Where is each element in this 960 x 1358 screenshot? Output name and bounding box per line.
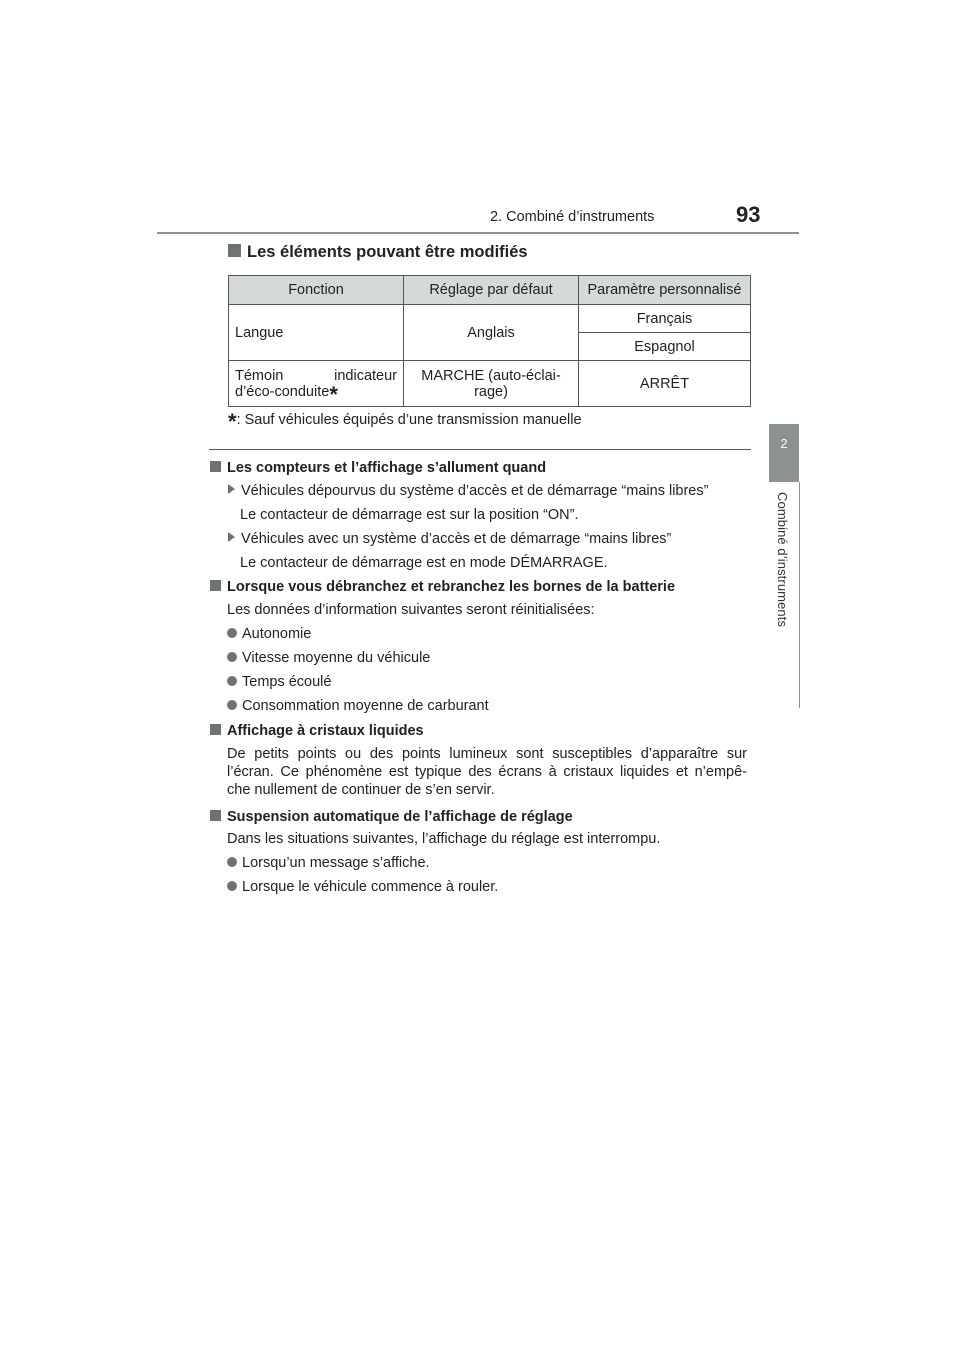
circle-bullet-icon: [227, 881, 237, 891]
subsection-heading: Les compteurs et l’affichage s’allument quand: [210, 459, 752, 477]
list-item: Lorsque le véhicule commence à rouler.: [227, 878, 769, 896]
list-item: Véhicules dépourvus du système d’accès et de démarrage “mains libres”: [228, 482, 770, 500]
list-item: Lorsqu’un message s’affiche.: [227, 854, 769, 872]
paragraph: Le contacteur de démarrage est en mode DÉMARRAGE.: [240, 555, 608, 571]
table-cell: Espagnol: [579, 333, 751, 361]
running-header-section: 2. Combiné d’instruments: [490, 209, 655, 225]
table-header-cell: Paramètre personnalisé: [579, 276, 751, 305]
table-cell: [229, 361, 404, 407]
subsection-heading: Lorsque vous débranchez et rebranchez les bornes de la batterie: [210, 578, 752, 596]
chapter-tab-line: [799, 482, 800, 708]
table-cell: Langue: [229, 305, 404, 361]
circle-bullet-icon: [227, 652, 237, 662]
square-bullet-icon: [228, 244, 241, 257]
settings-table: [228, 275, 751, 407]
header-rule: [157, 232, 799, 234]
table-cell: Français: [579, 305, 751, 333]
paragraph: De petits points ou des points lumineux sont susceptibles d’apparaître sur l’écran. Ce phénomène est typique des écrans à cristaux liquides et n’empê- che nullement de continuer de s’en servir.: [227, 746, 747, 798]
table-cell: [404, 361, 579, 407]
footnote-star: *: [228, 409, 237, 434]
chapter-tab-number: 2: [780, 436, 788, 451]
square-bullet-icon: [210, 810, 221, 821]
table-cell-line: Témoin indicateur: [235, 367, 397, 384]
paragraph: Dans les situations suivantes, l’affichage du réglage est interrompu.: [227, 831, 661, 847]
list-item: Autonomie: [227, 625, 769, 643]
table-row: [229, 361, 751, 407]
square-bullet-icon: [210, 461, 221, 472]
list-item: Véhicules avec un système d’accès et de démarrage “mains libres”: [228, 530, 770, 548]
circle-bullet-icon: [227, 628, 237, 638]
table-cell-line: rage): [474, 383, 508, 400]
paragraph: Le contacteur de démarrage est sur la position “ON”.: [240, 507, 579, 523]
paragraph: Les données d’information suivantes seront réinitialisées:: [227, 602, 595, 618]
circle-bullet-icon: [227, 700, 237, 710]
table-header-cell: Réglage par défaut: [404, 276, 579, 305]
square-bullet-icon: [210, 580, 221, 591]
list-item: Vitesse moyenne du véhicule: [227, 649, 769, 667]
table-cell: Anglais: [404, 305, 579, 361]
circle-bullet-icon: [227, 857, 237, 867]
divider-rule: [209, 449, 751, 450]
table-header-row: [229, 276, 751, 305]
circle-bullet-icon: [227, 676, 237, 686]
subsection-heading: Affichage à cristaux liquides: [210, 722, 752, 740]
table-cell-line: d’éco-conduite: [235, 383, 330, 400]
section-title: Les éléments pouvant être modifiés: [228, 243, 528, 262]
page-number: 93: [736, 202, 761, 227]
triangle-bullet-icon: [228, 532, 235, 542]
list-item: Temps écoulé: [227, 673, 769, 691]
table-row: [229, 305, 751, 333]
chapter-tab-label: Combiné d’instruments: [775, 492, 790, 628]
table-footnote: *: Sauf véhicules équipés d’une transmission manuelle: [228, 409, 582, 434]
table-cell: ARRÊT: [579, 361, 751, 407]
footnote-star: *: [329, 381, 338, 407]
square-bullet-icon: [210, 724, 221, 735]
table-cell-line: MARCHE (auto-éclai-: [421, 367, 561, 384]
subsection-heading: Suspension automatique de l’affichage de réglage: [210, 808, 752, 826]
list-item: Consommation moyenne de carburant: [227, 697, 769, 715]
chapter-tab: [769, 424, 799, 482]
triangle-bullet-icon: [228, 484, 235, 494]
table-header-cell: Fonction: [229, 276, 404, 305]
